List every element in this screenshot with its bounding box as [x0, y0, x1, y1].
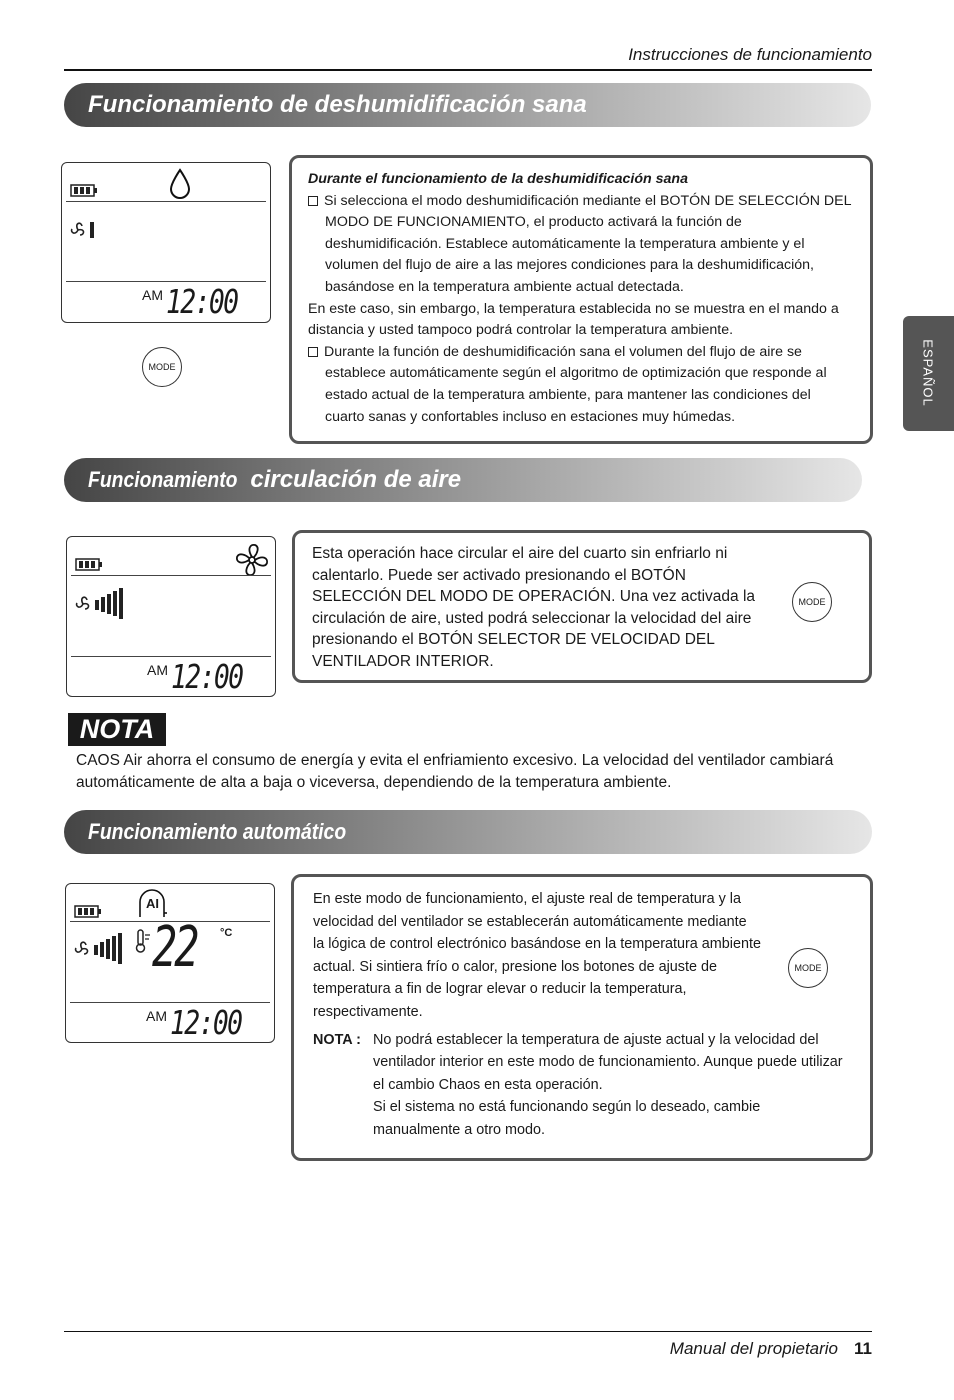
clock-display: 12:00 — [166, 282, 238, 321]
dehumid-heading: Durante el funcionamiento de la deshumidificación sana — [308, 171, 688, 187]
thermometer-icon — [134, 928, 154, 954]
mode-button[interactable]: MODE — [788, 948, 828, 988]
checkbox-bullet-icon — [308, 347, 318, 357]
dehumid-bullet-1: Si selecciona el modo deshumidificación mediante el BOTÓN DE SELECCIÓN DEL MODO DE FUNCIONAMIENTO, el producto activará la función de deshumidificación. Establece automáticamente la temperatura ambiente y el volumen del flujo de aire a las mejores condiciones para la deshumidificación, basándose en la temperatura ambiente actual detectada. — [308, 191, 854, 299]
footer-rule — [64, 1331, 872, 1332]
nota-badge: NOTA — [68, 713, 166, 746]
fan-speed-icon — [73, 587, 129, 621]
fan-mode-icon — [235, 543, 269, 577]
temperature-display: 22 — [152, 915, 197, 980]
dehumid-bullet-2: Durante la función de deshumidificación sana el volumen del flujo de aire se establece automáticamente según el algoritmo de optimización que responde al estado actual de la temperatura ambiente, para mantener las condiciones del cuarto sanas y confortables incluso en estaciones muy húmedas. — [308, 342, 854, 428]
battery-icon — [74, 905, 102, 919]
auto-note-text-1: No podrá establecer la temperatura de ajuste actual y la velocidad del ventilador interior en este modo de funcionamiento. Aunque puede utilizar el cambio Chaos en esta operación. — [373, 1031, 843, 1093]
auto-note — [313, 1029, 850, 1142]
ai-label: AI — [146, 896, 159, 911]
mode-button[interactable]: MODE — [792, 582, 832, 622]
header-rule — [64, 69, 872, 71]
auto-note-text-2: Si el sistema no está funcionando según lo deseado, cambie manualmente a otro modo. — [373, 1099, 761, 1138]
am-indicator: AM — [146, 1008, 167, 1024]
am-indicator: AM — [147, 662, 168, 678]
temperature-unit: °C — [220, 927, 233, 939]
fan-speed-icon — [72, 932, 128, 966]
language-tab-label: ESPAÑOL — [920, 339, 936, 407]
remote-display-circulation — [66, 536, 276, 697]
remote-display-auto — [65, 883, 275, 1043]
nota-text: CAOS Air ahorra el consumo de energía y evita el enfriamiento excesivo. La velocidad del ventilador cambiará automáticamente de alta a baja o viceversa, dependiendo de la temperatura ambiente. — [76, 752, 834, 791]
circulation-text: Esta operación hace circular el aire del cuarto sin enfriarlo ni calentarlo. Puede ser activado presionando el BOTÓN SELECCIÓN DEL MODO DE OPERACIÓN. Una vez activada la circulación de aire, usted podrá seleccionar la velocidad del aire presionando el BOTÓN SELECTOR DE VELOCIDAD DEL VENTILADOR INTERIOR. — [312, 545, 756, 670]
dehumid-info-box — [289, 155, 873, 444]
mode-button[interactable]: MODE — [142, 347, 182, 387]
running-header: Instrucciones de funcionamiento — [628, 45, 872, 64]
water-drop-icon — [168, 168, 192, 200]
battery-icon — [70, 184, 98, 198]
remote-display-dehumid — [61, 162, 271, 323]
dehumid-paragraph: En este caso, sin embargo, la temperatura establecida no se muestra en el mando a distancia y usted tampoco podrá controlar la temperatura ambiente. — [308, 300, 839, 339]
battery-icon — [75, 558, 103, 572]
fan-speed-icon — [68, 219, 98, 241]
clock-display: 12:00 — [170, 1003, 242, 1042]
auto-info-box — [291, 874, 873, 1161]
checkbox-bullet-icon — [308, 196, 318, 206]
section-title-circulation: Funcionamiento circulación de aire — [64, 458, 862, 502]
language-tab — [903, 316, 954, 431]
section-title-dehumid: Funcionamiento de deshumidificación sana — [64, 83, 871, 127]
clock-display: 12:00 — [171, 657, 243, 696]
auto-note-label: NOTA : — [313, 1031, 361, 1048]
page-number: 11 — [854, 1339, 872, 1358]
auto-text: En este modo de funcionamiento, el ajuste real de temperatura y la velocidad del ventilador se establecerán automáticamente mediante la lógica de control electrónico basándose en la temperatura ambiente actual. Si sintiera frío o calor, presione los botones de ajuste de temperatura a fin de lograr elevar o reducir la temperatura, respectivamente. — [313, 891, 761, 1020]
section-title-auto: Funcionamiento automático — [64, 810, 872, 854]
footer-manual-title: Manual del propietario — [669, 1339, 839, 1358]
circulation-info-box — [292, 530, 872, 683]
am-indicator: AM — [142, 287, 163, 303]
footer — [670, 1339, 872, 1359]
